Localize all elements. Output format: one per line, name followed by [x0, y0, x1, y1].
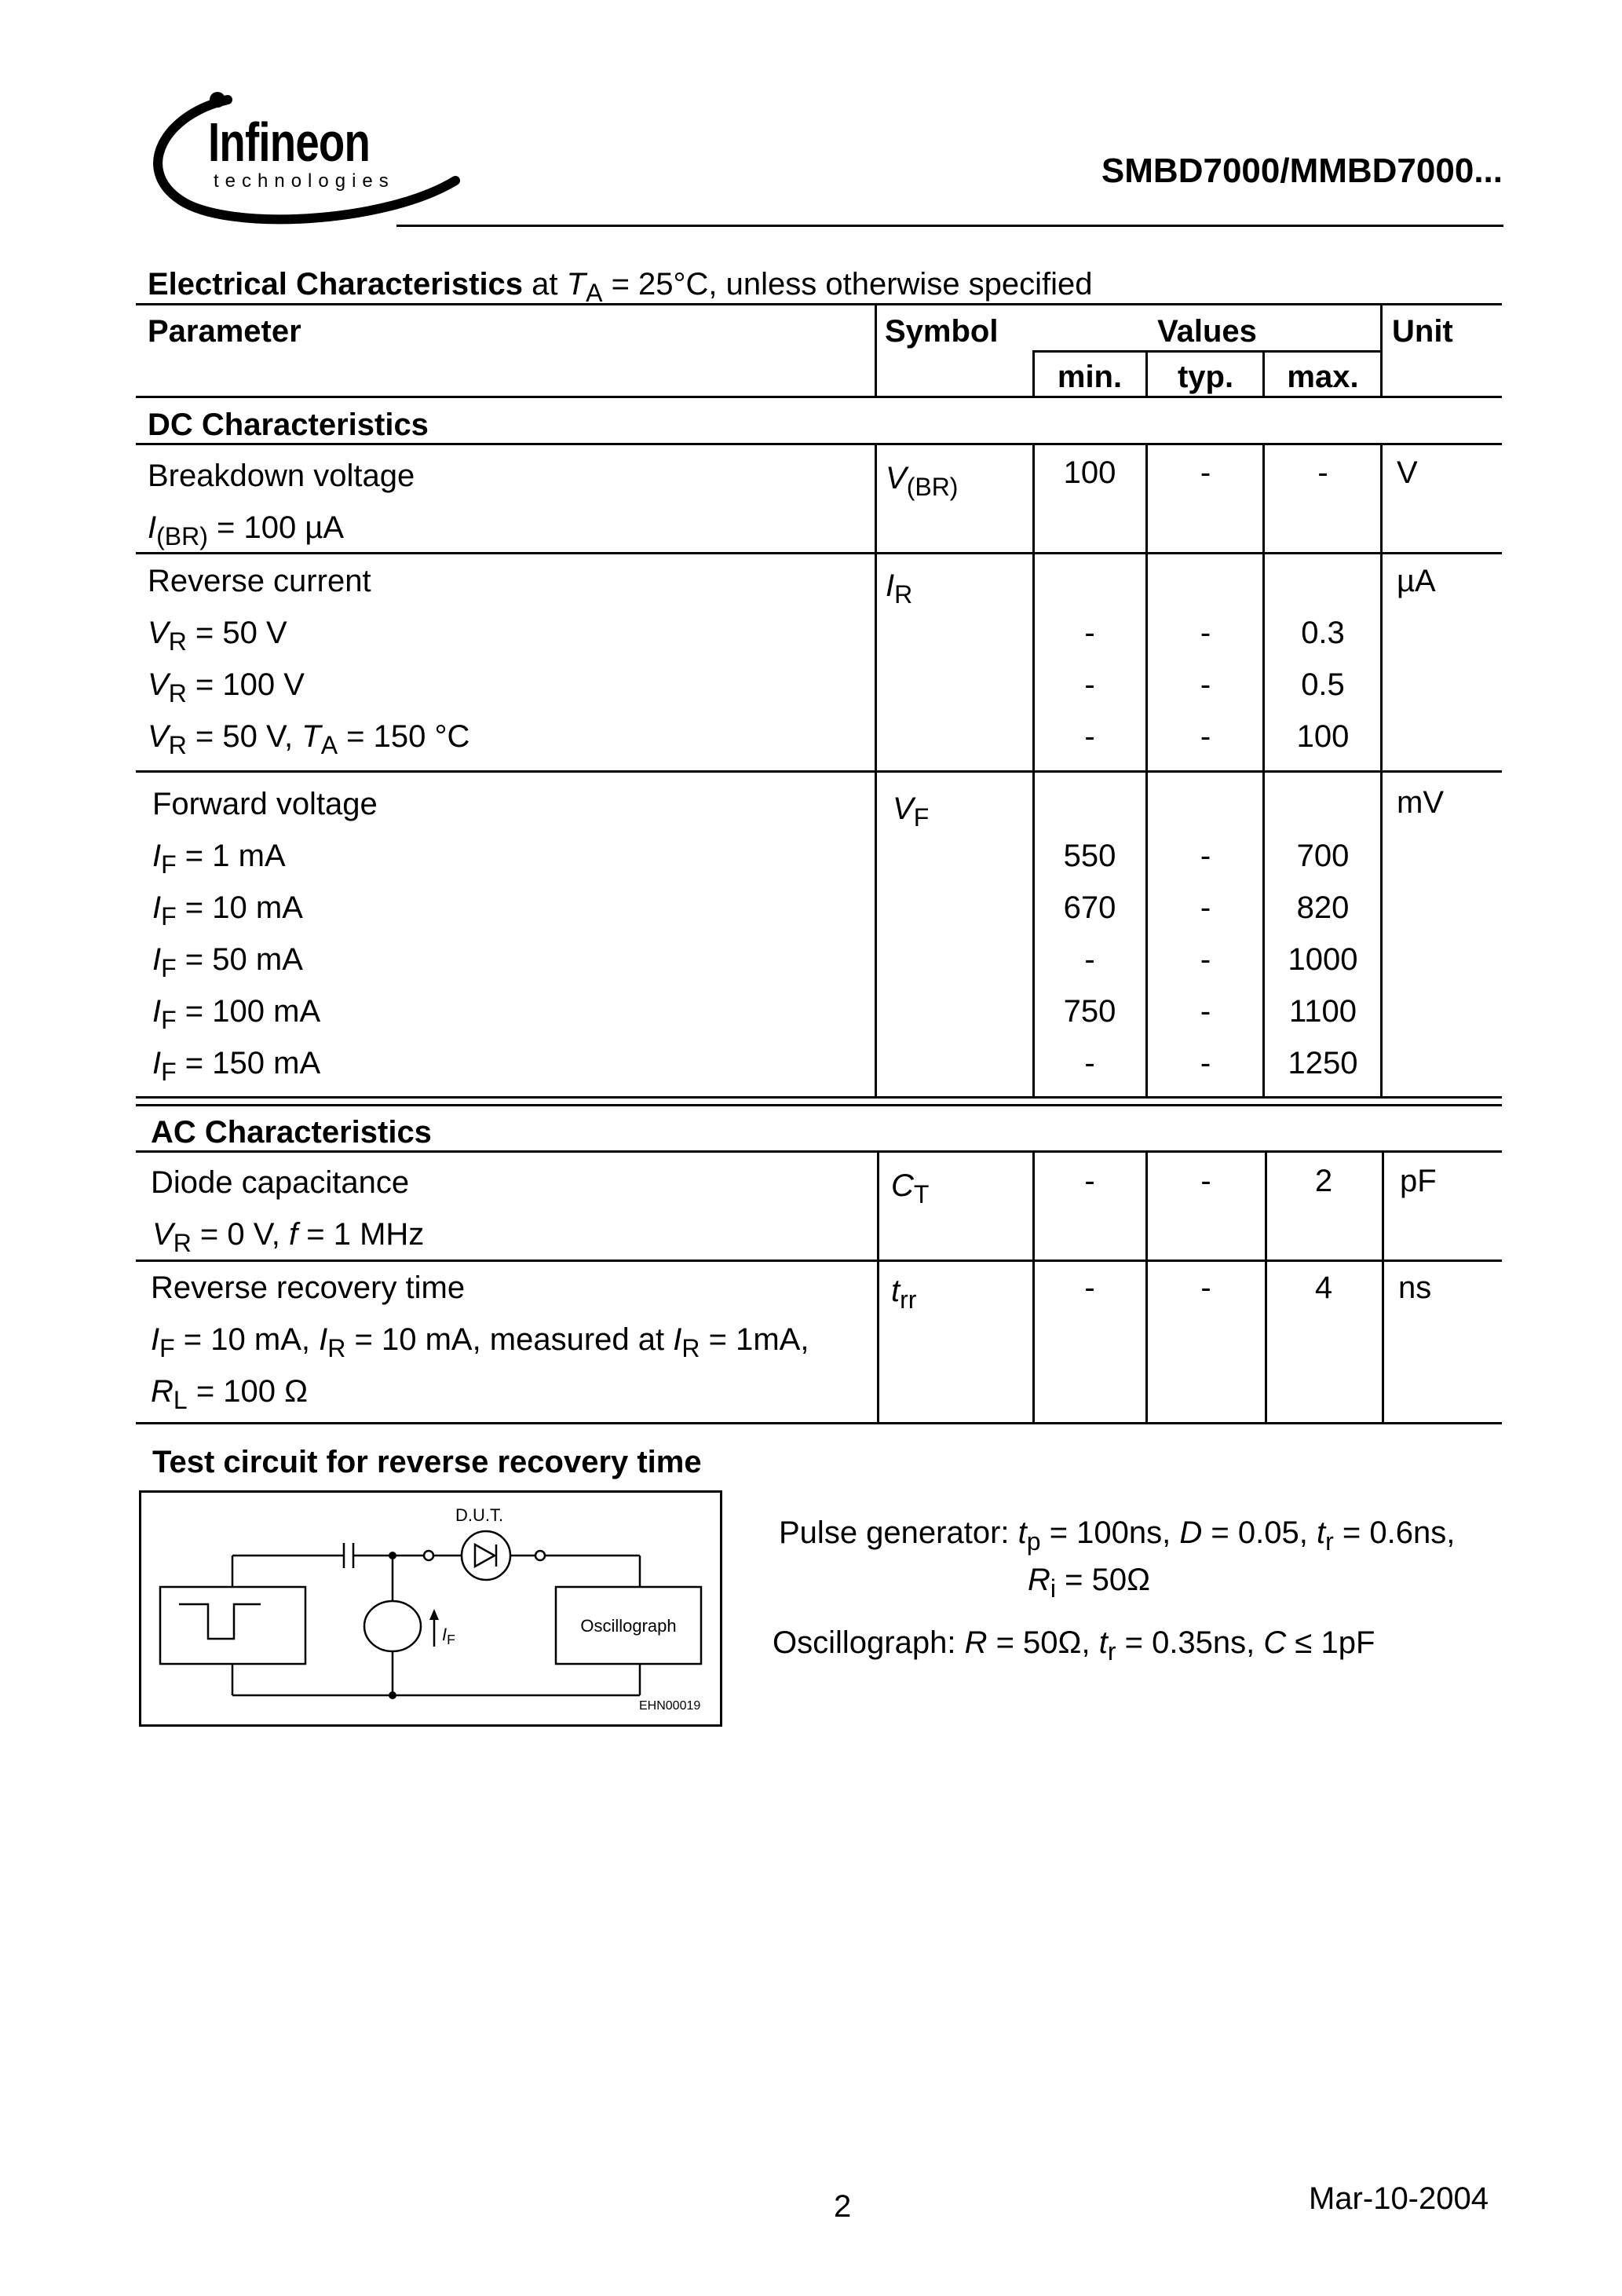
cond-symbol: I — [152, 839, 162, 873]
note-text: = 0.05, — [1211, 1515, 1308, 1550]
note-text: Pulse generator: — [779, 1515, 1010, 1550]
recovery-typ: - — [1200, 1270, 1211, 1305]
condition-row — [148, 718, 470, 759]
capacitance-label: Diode capacitance — [151, 1165, 410, 1200]
cond-rest: = 100 Ω — [195, 1374, 309, 1409]
value-max: 0.3 — [1301, 616, 1345, 650]
junction-dot — [389, 1691, 396, 1699]
value-typ: - — [1200, 994, 1211, 1029]
reverse-current-label: Reverse current — [148, 564, 371, 598]
cond-rest: = 10 mA — [184, 890, 303, 925]
table-bottom-rule — [136, 1422, 1502, 1424]
col-rule — [875, 303, 877, 396]
row-rule — [136, 552, 1502, 554]
recovery-label: Reverse recovery time — [151, 1270, 466, 1305]
header-rule — [396, 225, 1503, 227]
cond-sub: F — [161, 953, 177, 982]
values-subheader-rule — [1032, 350, 1382, 353]
note-sub: p — [1026, 1526, 1041, 1556]
capacitance-min: - — [1084, 1164, 1095, 1198]
note-symbol: t — [1017, 1515, 1027, 1550]
dc-end-rule — [136, 1096, 1502, 1099]
cond-symbol: V — [148, 667, 169, 702]
cond-symbol: I — [319, 1322, 328, 1357]
condition-row — [152, 993, 321, 1034]
value-min: 750 — [1063, 994, 1116, 1029]
cond-symbol: I — [152, 994, 162, 1029]
breakdown-label: Breakdown voltage — [148, 459, 415, 493]
note-text: ≤ 1pF — [1295, 1625, 1375, 1660]
symbol-sub: F — [913, 803, 930, 832]
recovery-condition-1 — [151, 1321, 809, 1362]
logo-wordmark: Infineon — [208, 112, 371, 173]
cond-rest: = 1mA, — [708, 1322, 809, 1357]
note-symbol: t — [1316, 1515, 1326, 1550]
reverse-current-unit: µA — [1397, 564, 1436, 598]
cond-rest: = 50 V — [195, 616, 287, 650]
capacitance-condition — [152, 1216, 425, 1257]
test-circuit-title: Test circuit for reverse recovery time — [152, 1445, 702, 1479]
cond-symbol: V — [148, 616, 169, 650]
circuit-schematic — [141, 1493, 720, 1724]
cond-sub: F — [161, 1005, 177, 1034]
value-min: - — [1084, 942, 1095, 977]
cond-sub: F — [159, 1333, 175, 1362]
row-rule — [136, 770, 1502, 773]
row-rule — [136, 1260, 1502, 1262]
cond-f: f — [289, 1217, 298, 1252]
note-sub: r — [1107, 1636, 1116, 1665]
cond-symbol: I — [152, 890, 162, 925]
value-max: 100 — [1296, 719, 1350, 754]
symbol-sub: (BR) — [906, 472, 959, 501]
forward-voltage-symbol — [893, 790, 930, 832]
cond-rest: = 150 mA — [184, 1046, 321, 1080]
section-title-ta-sub: A — [586, 278, 603, 307]
cond-sub: F — [161, 1057, 177, 1086]
cond-symbol: I — [152, 942, 162, 977]
cond-sub: R — [327, 1333, 346, 1362]
value-min: 670 — [1063, 890, 1116, 925]
value-typ: - — [1200, 839, 1211, 873]
dut-label: D.U.T. — [455, 1505, 504, 1525]
dc-section-title: DC Characteristics — [148, 408, 429, 442]
pulse-generator-line-2 — [1028, 1561, 1150, 1603]
cond-sub: R — [168, 730, 187, 759]
pulse-generator-line-1 — [779, 1514, 1456, 1556]
cond-rest: = 50 V, — [195, 719, 294, 754]
breakdown-typ: - — [1200, 455, 1211, 490]
note-text: = 0.6ns, — [1342, 1515, 1456, 1550]
logo-subtitle: technologies — [214, 170, 395, 192]
breakdown-max: - — [1317, 455, 1328, 490]
cond-rest: = 50 mA — [184, 942, 303, 977]
value-max: 820 — [1296, 890, 1350, 925]
cond-sub: F — [161, 901, 177, 930]
recovery-max: 4 — [1314, 1270, 1333, 1305]
recovery-symbol — [891, 1272, 917, 1314]
cond-symbol: I — [148, 510, 157, 545]
capacitance-typ: - — [1200, 1164, 1211, 1198]
value-max: 1000 — [1288, 942, 1358, 977]
condition-row — [152, 1044, 321, 1086]
value-max: 1250 — [1288, 1046, 1358, 1080]
cond-symbol-2: T — [301, 719, 321, 754]
forward-voltage-label: Forward voltage — [152, 787, 378, 821]
col-rule — [877, 1150, 879, 1422]
if-sub: F — [447, 1631, 455, 1647]
cond-sub: R — [168, 627, 187, 656]
note-symbol: t — [1098, 1625, 1108, 1660]
oscillograph-line — [773, 1624, 1375, 1665]
capacitance-symbol — [891, 1167, 930, 1208]
value-typ: - — [1200, 616, 1211, 650]
col-rule — [875, 443, 877, 1096]
footer-date: Mar-10-2004 — [1308, 2181, 1489, 2216]
cond-sub: R — [168, 678, 187, 707]
recovery-min: - — [1084, 1270, 1095, 1305]
cond-sub: (BR) — [156, 521, 208, 550]
cond-rest: = 100 µA — [217, 510, 345, 545]
value-typ: - — [1200, 890, 1211, 925]
cond-rest-2: = 1 MHz — [306, 1217, 425, 1252]
note-text: = 50Ω — [1065, 1563, 1150, 1597]
note-symbol: C — [1263, 1625, 1287, 1660]
col-header-unit: Unit — [1392, 314, 1453, 349]
junction-dot — [389, 1552, 396, 1559]
symbol-letter: V — [893, 792, 914, 826]
page-number: 2 — [834, 2189, 852, 2224]
cond-symbol: R — [151, 1374, 174, 1409]
col-header-symbol: Symbol — [885, 314, 999, 349]
col-header-min: min. — [1057, 360, 1123, 394]
section-title-ta: T — [566, 267, 586, 302]
cond-symbol: V — [148, 719, 169, 754]
breakdown-unit: V — [1397, 455, 1418, 490]
value-typ: - — [1200, 1046, 1211, 1080]
capacitance-unit: pF — [1400, 1164, 1437, 1198]
cond-rest: = 1 mA — [184, 839, 286, 873]
note-text: = 0.35ns, — [1124, 1625, 1255, 1660]
drawing-code: EHN00019 — [639, 1699, 701, 1713]
oscillograph-box-label: Oscillograph — [580, 1616, 677, 1636]
dc-end-rule-double — [136, 1104, 1502, 1106]
breakdown-min: 100 — [1063, 455, 1116, 490]
cond-sub: R — [681, 1333, 700, 1362]
capacitance-max: 2 — [1314, 1164, 1333, 1198]
cond-rest: = 100 V — [195, 667, 305, 702]
col-header-parameter: Parameter — [148, 314, 301, 349]
note-text: = 50Ω, — [995, 1625, 1090, 1660]
cond-symbol: I — [152, 1046, 162, 1080]
cond-sub: F — [161, 850, 177, 879]
recovery-condition-2 — [151, 1373, 309, 1414]
condition-row — [152, 889, 303, 930]
value-typ: - — [1200, 667, 1211, 702]
condition-row — [148, 666, 305, 707]
cond-sub-2: A — [320, 730, 338, 759]
section-title-at: at — [532, 267, 558, 302]
condition-row — [152, 941, 303, 982]
test-circuit-diagram — [139, 1490, 722, 1727]
value-max: 1100 — [1288, 994, 1357, 1029]
value-min: 550 — [1063, 839, 1116, 873]
value-min: - — [1084, 616, 1095, 650]
value-max: 700 — [1296, 839, 1350, 873]
symbol-letter: t — [891, 1274, 901, 1308]
condition-row — [152, 837, 286, 879]
col-header-max: max. — [1287, 360, 1359, 394]
value-min: - — [1084, 719, 1095, 754]
cond-rest-2: = 150 °C — [346, 719, 470, 754]
note-symbol: R — [1028, 1563, 1050, 1597]
value-typ: - — [1200, 719, 1211, 754]
table-top-rule — [136, 303, 1502, 305]
cond-sub: L — [173, 1385, 188, 1414]
note-sub: i — [1050, 1574, 1056, 1603]
section-title-rest: = 25°C, unless otherwise specified — [611, 267, 1093, 302]
reverse-current-symbol — [886, 567, 913, 609]
note-text: = 100ns, — [1049, 1515, 1171, 1550]
cond-rest: = 0 V, — [199, 1217, 280, 1252]
cond-rest: = 10 mA, measured at — [354, 1322, 665, 1357]
note-symbol: D — [1179, 1515, 1203, 1550]
value-min: - — [1084, 1046, 1095, 1080]
cond-symbol: V — [152, 1217, 174, 1252]
symbol-letter: I — [886, 569, 895, 603]
cond-symbol: I — [151, 1322, 160, 1357]
note-text: Oscillograph: — [773, 1625, 956, 1660]
section-title-bold: Electrical Characteristics — [148, 267, 524, 302]
symbol-sub: R — [894, 579, 913, 609]
col-header-values: Values — [1157, 314, 1257, 349]
if-symbol: I — [442, 1625, 448, 1644]
value-typ: - — [1200, 942, 1211, 977]
symbol-sub: T — [913, 1179, 930, 1208]
cond-symbol: I — [673, 1322, 682, 1357]
cond-rest: = 100 mA — [184, 994, 321, 1029]
condition-row — [148, 614, 287, 656]
symbol-sub: rr — [900, 1285, 917, 1314]
ac-section-title: AC Characteristics — [151, 1115, 432, 1150]
note-sub: r — [1325, 1526, 1334, 1556]
note-symbol: R — [964, 1625, 988, 1660]
symbol-letter: V — [886, 461, 907, 495]
infineon-logo — [133, 82, 463, 232]
header-bottom-rule — [136, 396, 1502, 398]
value-max: 0.5 — [1301, 667, 1345, 702]
breakdown-condition — [148, 509, 345, 550]
current-arrow-icon — [429, 1609, 439, 1620]
if-label — [442, 1625, 455, 1645]
recovery-unit: ns — [1398, 1270, 1432, 1305]
cond-sub: R — [173, 1228, 192, 1257]
value-min: - — [1084, 667, 1095, 702]
forward-voltage-unit: mV — [1397, 785, 1444, 820]
breakdown-symbol — [886, 459, 959, 501]
cond-rest: = 10 mA, — [183, 1322, 310, 1357]
col-header-typ: typ. — [1177, 360, 1234, 394]
symbol-letter: C — [891, 1168, 914, 1203]
part-number: SMBD7000/MMBD7000... — [1101, 152, 1503, 190]
section-title — [148, 265, 1093, 307]
